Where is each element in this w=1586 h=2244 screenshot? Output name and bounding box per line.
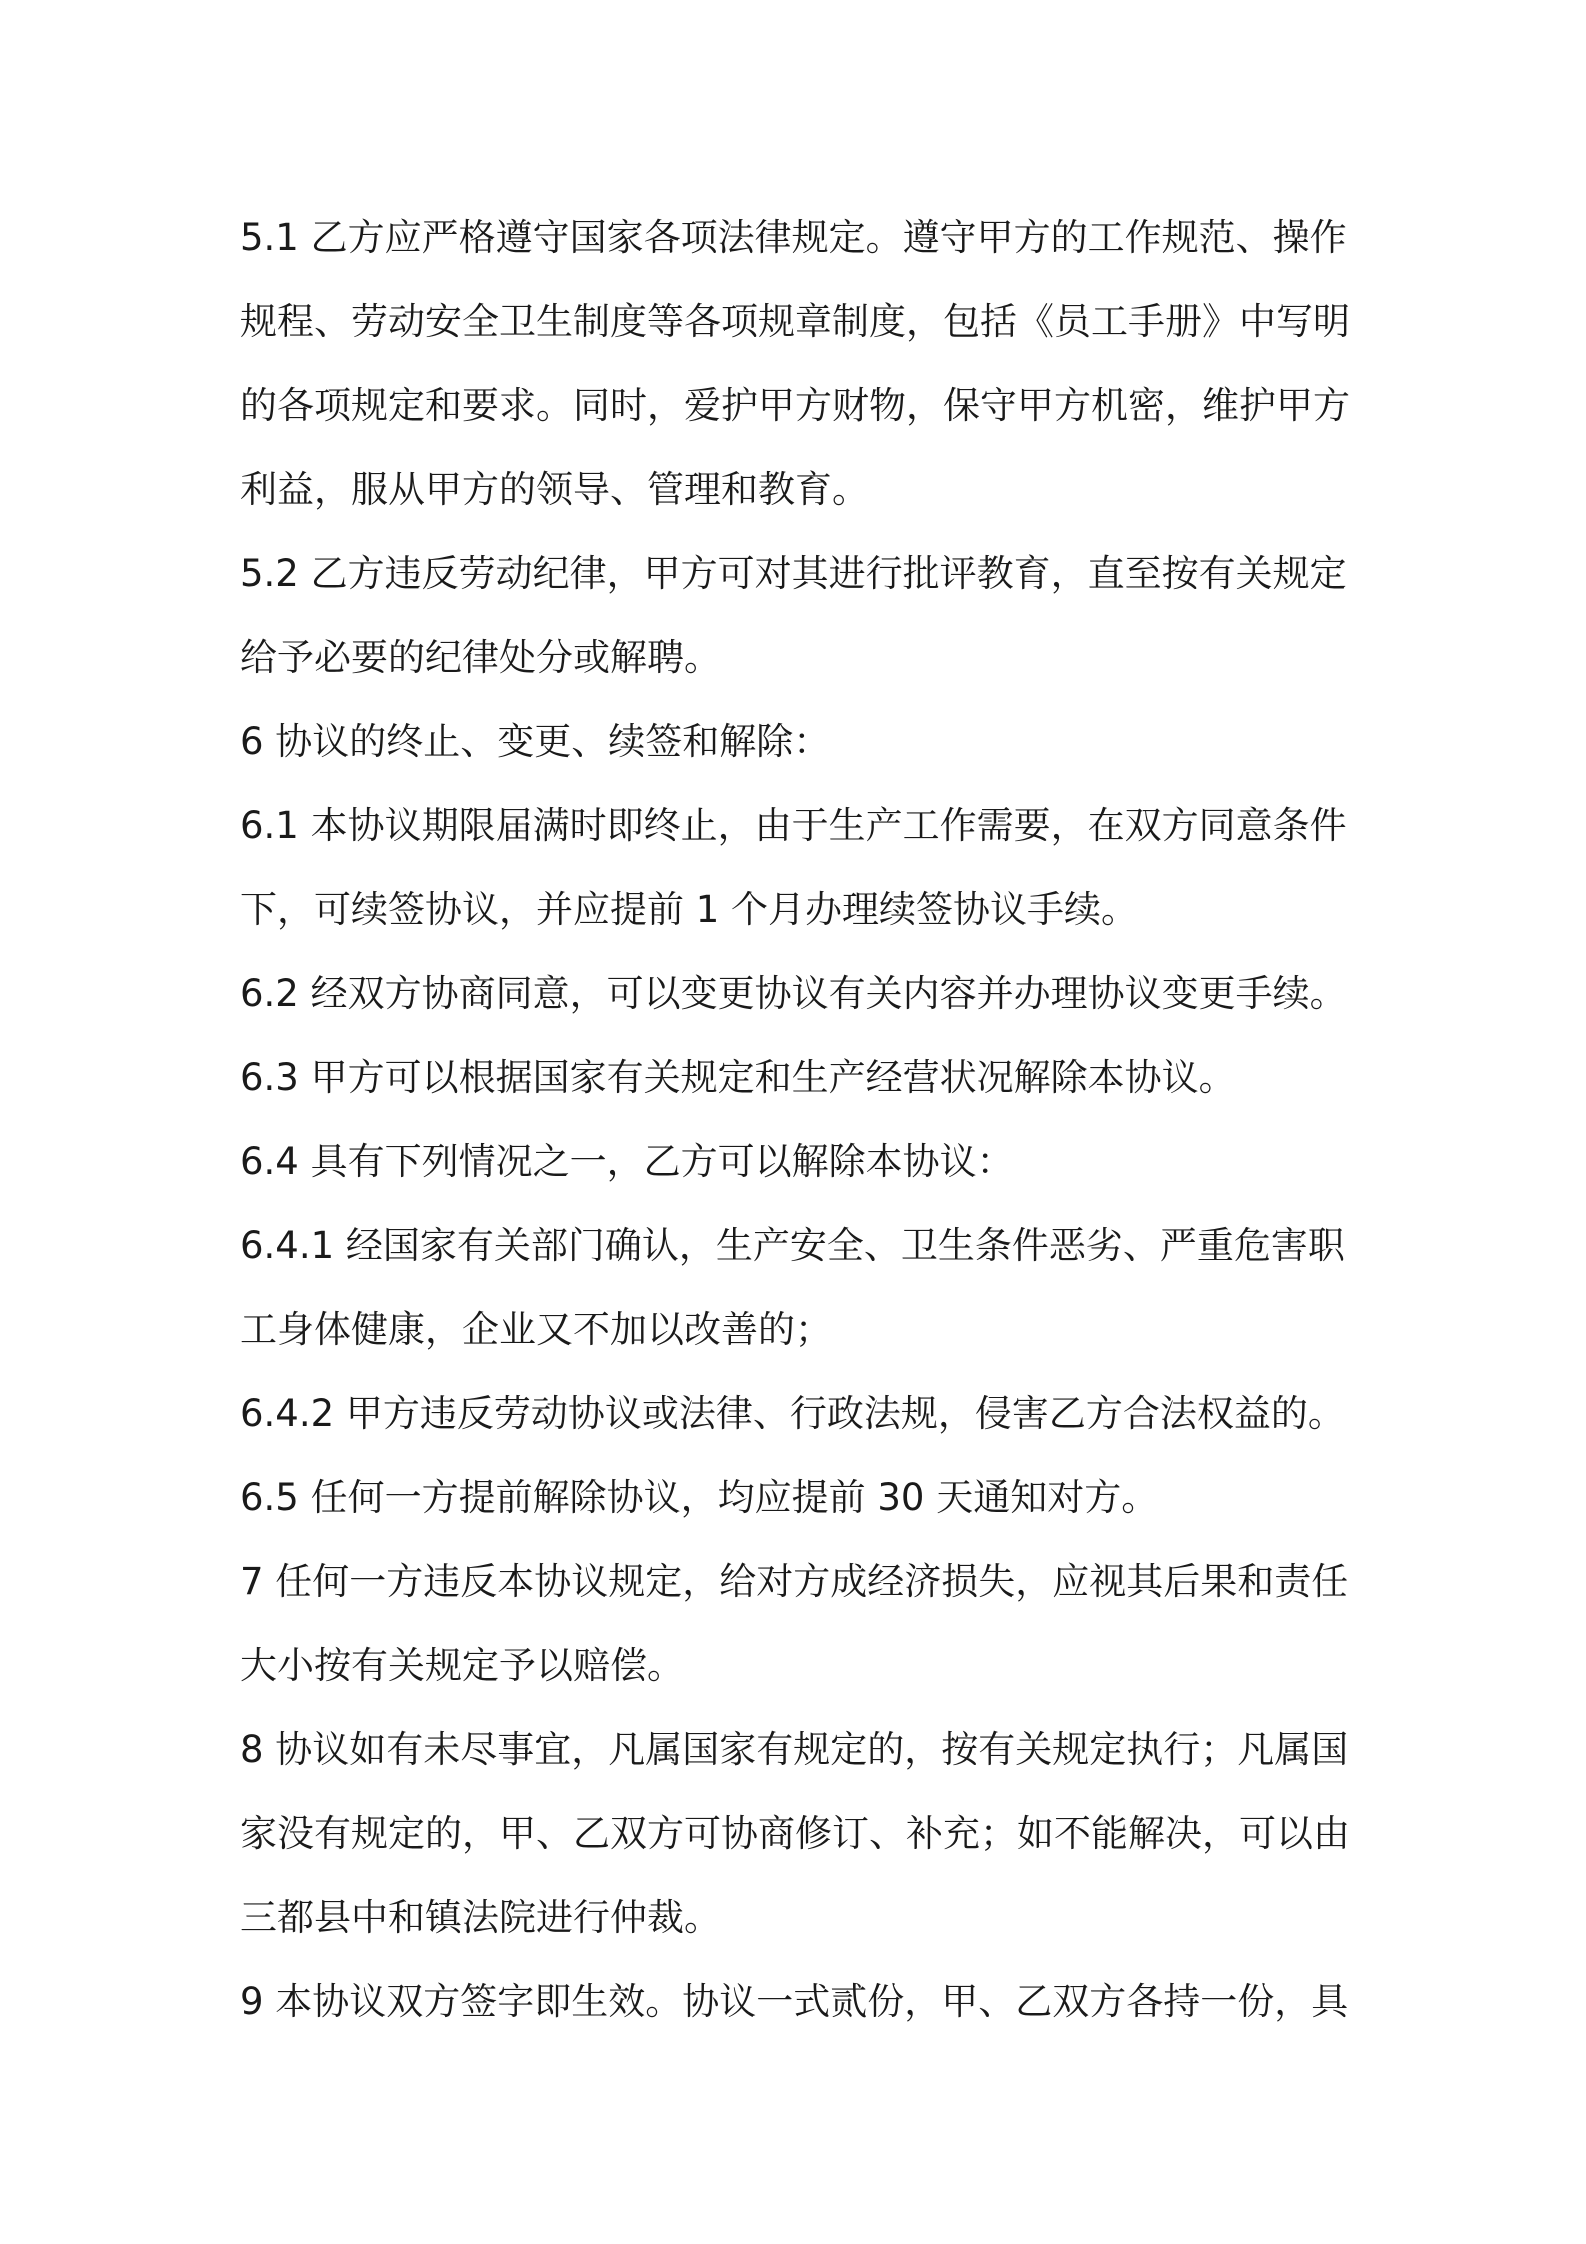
document-body [240, 196, 1360, 2044]
clause-6-3: 6.3 甲方可以根据国家有关规定和生产经营状况解除本协议。 [240, 1056, 1236, 1099]
clause-7: 7 任何一方违反本协议规定，给对方成经济损失，应视其后果和责任大小按有关规定予以赔偿。 [240, 1560, 1349, 1687]
clause-6-2: 6.2 经双方协商同意，可以变更协议有关内容并办理协议变更手续。 [240, 972, 1347, 1015]
clause-6-4-2: 6.4.2 甲方违反劳动协议或法律、行政法规，侵害乙方合法权益的。 [240, 1392, 1345, 1435]
clause-9: 9 本协议双方签字即生效。协议一式贰份，甲、乙双方各持一份，具 [240, 1980, 1349, 2023]
clause-5-2: 5.2 乙方违反劳动纪律，甲方可对其进行批评教育，直至按有关规定给予必要的纪律处分或解聘。 [240, 552, 1347, 679]
clause-8: 8 协议如有未尽事宜，凡属国家有规定的，按有关规定执行；凡属国家没有规定的，甲、乙双方可协商修订、补充；如不能解决，可以由三都县中和镇法院进行仲裁。 [240, 1728, 1350, 1939]
clause-6-4: 6.4 具有下列情况之一，乙方可以解除本协议： [240, 1140, 1014, 1183]
clause-6-4-1: 6.4.1 经国家有关部门确认，生产安全、卫生条件恶劣、严重危害职工身体健康，企业又不加以改善的； [240, 1224, 1345, 1351]
clause-6-heading: 6 协议的终止、变更、续签和解除： [240, 720, 831, 763]
clause-5-1: 5.1 乙方应严格遵守国家各项法律规定。遵守甲方的工作规范、操作规程、劳动安全卫生制度等各项规章制度，包括《员工手册》中写明的各项规定和要求。同时，爱护甲方财物，保守甲方机密，维护甲方利益，服从甲方的领导、管理和教育。 [240, 216, 1350, 511]
clause-6-1: 6.1 本协议期限届满时即终止，由于生产工作需要，在双方同意条件下，可续签协议，并应提前 1 个月办理续签协议手续。 [240, 804, 1347, 931]
clause-6-5: 6.5 任何一方提前解除协议，均应提前 30 天通知对方。 [240, 1476, 1159, 1519]
